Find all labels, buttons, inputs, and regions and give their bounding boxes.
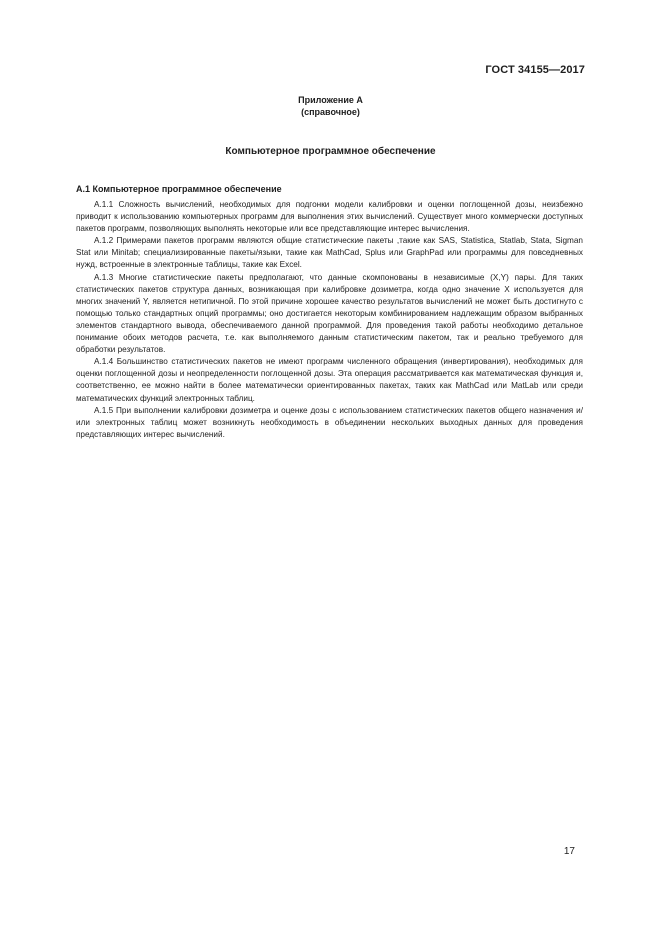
- paragraph-a13: А.1.3 Многие статистические пакеты предполагают, что данные скомпонованы в независимые (X,Y) пары. Для таких статистических пакетов структура данных, возникающая при калибровке дозиметра, когда одно значение X используется для многих значений Y, является нетипичной. По этой причине хорошее качество результатов вычислений не может быть достигнуто с помощью только стандартных опций программы; оно достигается некоторым комбинированием надлежащим образом выбранных элементов стандартного вывода, обеспечиваемого данной программой. Для проведения такой работы необходимо детальное понимание обоих методов расчета, т.е. как выполняемого данным статистическим пакетом, так и реально требуемого для обработки результатов.: [76, 272, 583, 355]
- page-title: Компьютерное программное обеспечение: [225, 146, 436, 157]
- annex-subtitle: (справочное): [301, 107, 360, 117]
- paragraph-a15: А.1.5 При выполнении калибровки дозиметра и оценке дозы с использованием статистических пакетов общего назначения и/или электронных таблиц может возникнуть необходимость в объединении нескольких выходных данных для проведения представляющих интерес вычислений.: [76, 405, 583, 439]
- paragraph-a12: А.1.2 Примерами пакетов программ являются общие статистические пакеты ,такие как SAS, Statistica, Statlab, Stata, Sigman Stat или Minitab; специализированные пакеты/языки, такие как MathCad, Splus или GraphPad или программы для повседневных нужд, встроенные в электронные таблицы, такие как Excel.: [76, 236, 583, 270]
- paragraph-a11: А.1.1 Сложность вычислений, необходимых для подгонки модели калибровки и оценки поглощенной дозы, неизбежно приводит к использованию компьютерных программ для выполнения этих вычислений. Существует много коммерчески доступных пакетов программ, позволяющих выполнять некоторые или все представляющие интерес вычисления.: [76, 200, 583, 234]
- document-code: ГОСТ 34155—2017: [485, 64, 585, 76]
- annex-heading: [0, 94, 661, 118]
- paragraph-a14: А.1.4 Большинство статистических пакетов не имеют программ численного обращения (инвертирования), необходимых для оценки поглощенной дозы и неопределенности поглощенной дозы. Эта операция рассматривается как математическая функция и, соответственно, ее можно найти в более математически ориентированных пакетах, таких как MathCad или MatLab или среди математических функций электронных таблиц.: [76, 357, 583, 403]
- section-heading: А.1 Компьютерное программное обеспечение: [76, 184, 282, 194]
- page-number: 17: [563, 846, 575, 857]
- section-body: [76, 199, 583, 441]
- annex-title: Приложение А: [298, 95, 363, 105]
